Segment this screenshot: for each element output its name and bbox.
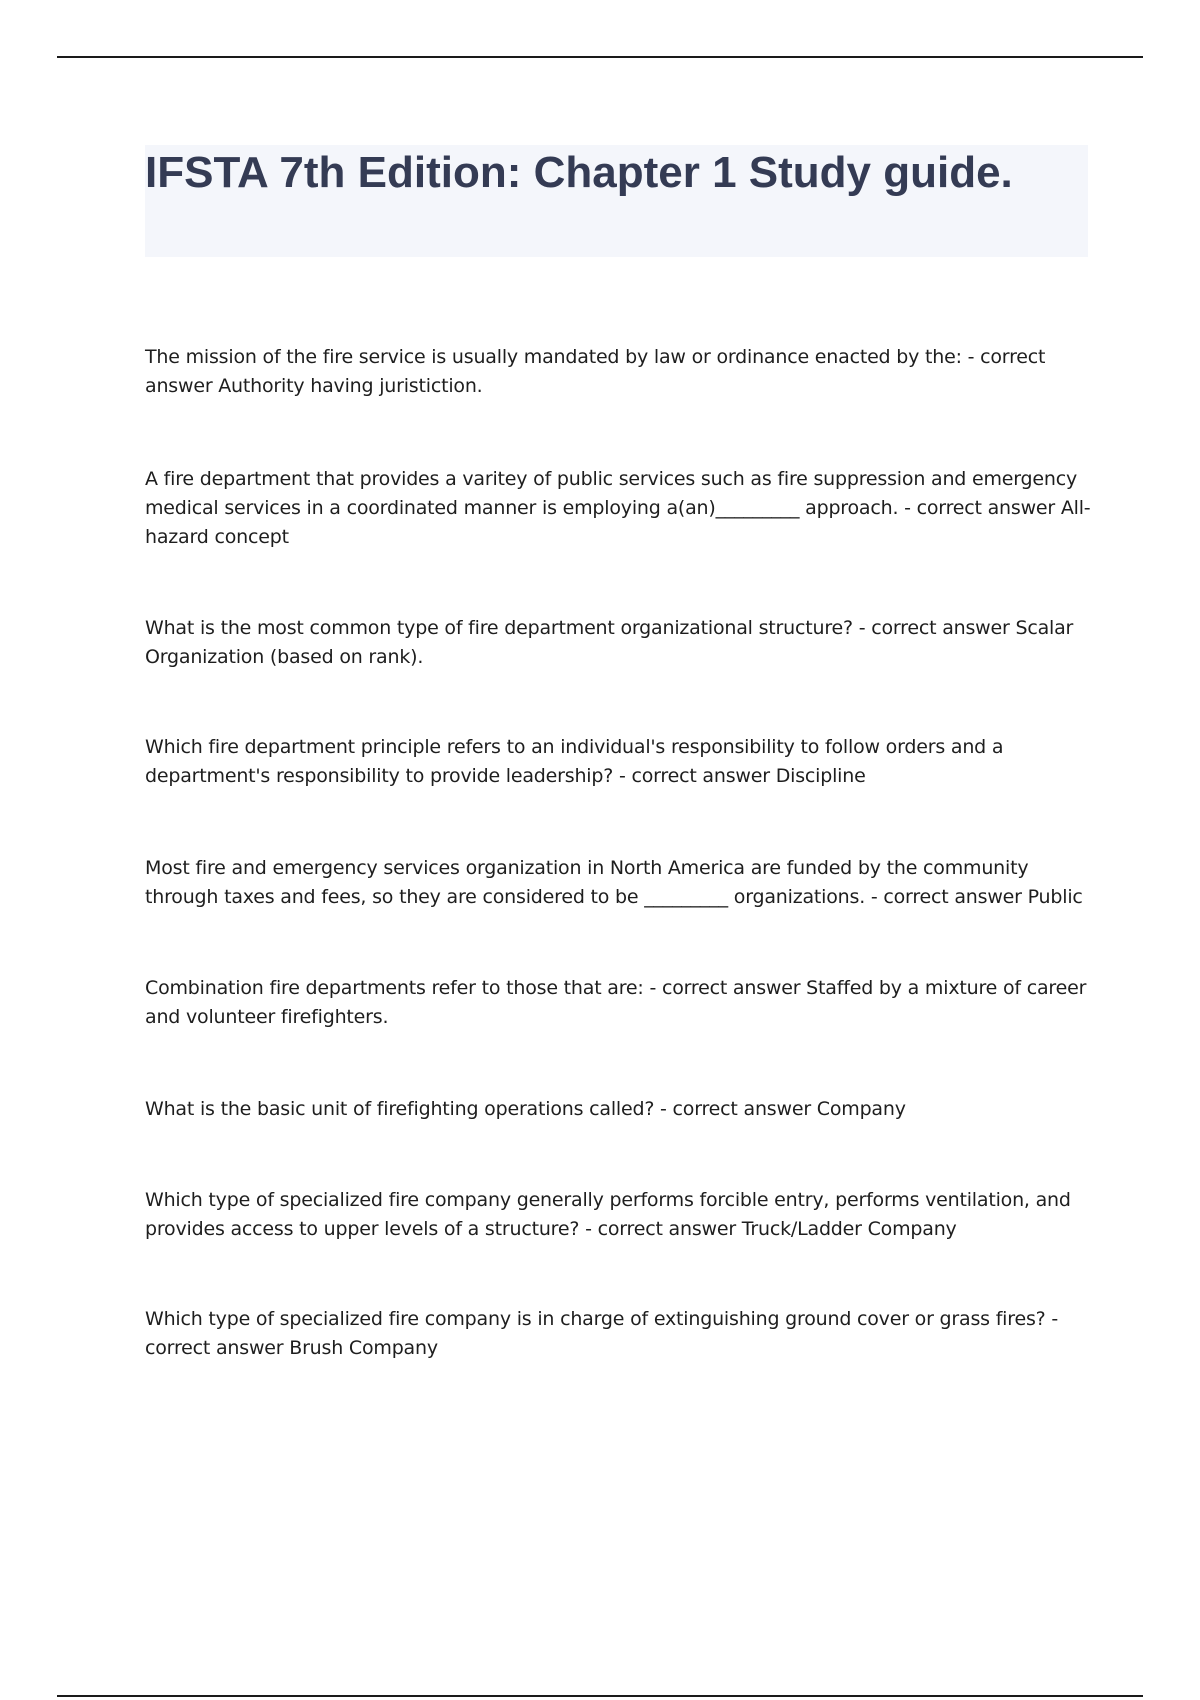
qa-item: The mission of the fire service is usually mandated by law or ordinance enacted by the: - correct answer Authority having juristiction.: [145, 346, 1046, 397]
qa-item: Combination fire departments refer to those that are: - correct answer Staffed by a mixture of career and volunteer firefighters.: [145, 977, 1087, 1028]
qa-item: What is the basic unit of firefighting operations called? - correct answer Company: [145, 1098, 906, 1120]
qa-item: Which type of specialized fire company generally performs forcible entry, performs ventilation, and provides access to upper levels of a structure? - correct answer Truck/Ladder Company: [145, 1189, 1071, 1240]
qa-item: Most fire and emergency services organization in North America are funded by the community through taxes and fees, so they are considered to be _________ organizations. - correct answer Public: [145, 857, 1083, 908]
qa-item: Which type of specialized fire company is in charge of extinguishing ground cover or grass fires? - correct answer Brush Company: [145, 1308, 1059, 1359]
qa-item: Which fire department principle refers to an individual's responsibility to follow orders and a department's responsibility to provide leadership? - correct answer Discipline: [145, 736, 1004, 787]
qa-item: A fire department that provides a varitey of public services such as fire suppression and emergency medical services in a coordinated manner is employing a(an)_________ approach. - correct answer All-hazard concept: [145, 468, 1091, 548]
document-title: IFSTA 7th Edition: Chapter 1 Study guide.: [145, 148, 1013, 197]
title-block: [145, 145, 1088, 257]
top-rule: [57, 56, 1143, 58]
qa-item: What is the most common type of fire department organizational structure? - correct answer Scalar Organization (based on rank).: [145, 617, 1074, 668]
qa-list: [145, 343, 1095, 1365]
bottom-rule: [57, 1695, 1143, 1697]
